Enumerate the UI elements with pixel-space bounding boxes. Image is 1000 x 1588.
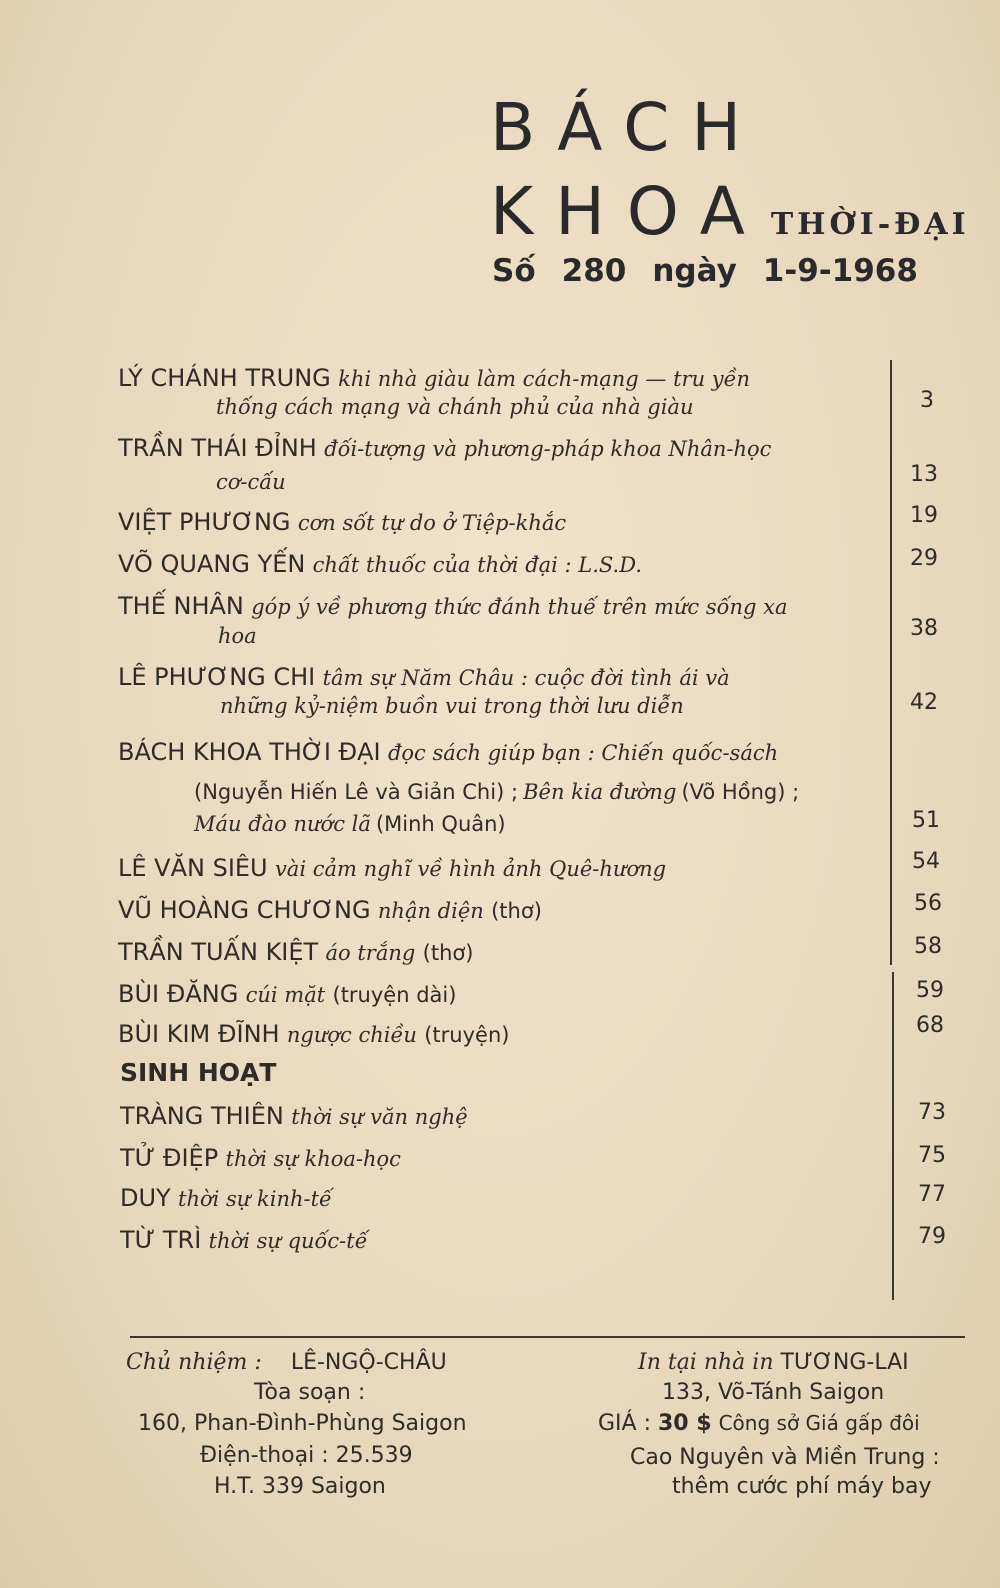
toc-title-continued: thống cách mạng và chánh phủ của nhà giàu	[216, 395, 694, 419]
toc-entry[interactable]	[120, 1100, 468, 1134]
airmail-note-line1: Cao Nguyên và Miền Trung :	[630, 1445, 940, 1470]
toc-entry[interactable]	[118, 506, 566, 540]
toc-author: LÊ PHƯƠNG CHI	[118, 663, 316, 691]
office-phone: Điện-thoại : 25.539	[200, 1443, 413, 1468]
toc-page-number: 75	[918, 1143, 946, 1168]
toc-title: thời sự khoa-học	[225, 1147, 401, 1171]
toc-title: Máu đào nước lã	[194, 812, 371, 836]
toc-page-number: 58	[914, 934, 942, 959]
toc-entry[interactable]	[118, 852, 666, 886]
toc-entry[interactable]	[118, 936, 473, 970]
toc-page-number: 77	[918, 1182, 946, 1207]
printer-address: 133, Võ-Tánh Saigon	[662, 1380, 885, 1405]
toc-author: TRẦN TUẤN KIỆT	[118, 938, 319, 966]
toc-entry[interactable]	[118, 590, 787, 624]
toc-title: góp ý về phương thức đánh thuế trên mức sống xa	[251, 595, 788, 619]
issue-label: Số	[492, 253, 536, 289]
toc-divider-line-lower	[892, 972, 894, 1300]
toc-page-number: 19	[910, 503, 938, 528]
toc-title: cơn sốt tự do ở Tiệp-khắc	[297, 511, 567, 535]
toc-note: (truyện)	[424, 1023, 510, 1047]
toc-title: áo trắng	[325, 941, 416, 965]
masthead-subtitle: THỜI-ĐẠI	[770, 207, 970, 242]
toc-author: TỬ ĐIỆP	[120, 1144, 219, 1172]
toc-note: (thơ)	[491, 899, 542, 923]
toc-title: thời sự kinh-tế	[178, 1187, 332, 1211]
toc-title: khi nhà giàu làm cách-mạng — tru yền	[338, 367, 751, 391]
office-label: Tòa soạn :	[254, 1380, 366, 1405]
price-label: GIÁ :	[598, 1411, 651, 1436]
toc-page-number: 13	[910, 462, 938, 487]
toc-entry[interactable]	[118, 894, 542, 928]
toc-author: LÊ VĂN SIÊU	[118, 854, 268, 882]
toc-entry[interactable]	[118, 661, 730, 695]
editor-label: Chủ nhiệm :	[126, 1350, 262, 1375]
toc-author: TRẦN THÁI ĐỈNH	[118, 434, 317, 462]
airmail-note-line2: thêm cước phí máy bay	[672, 1474, 932, 1499]
toc-note: (Minh Quân)	[375, 812, 506, 836]
toc-title: đọc sách giúp bạn : Chiến quốc-sách	[387, 741, 779, 765]
toc-page-number: 79	[918, 1224, 946, 1249]
toc-author: LÝ CHÁNH TRUNG	[118, 364, 331, 392]
toc-note: (Võ Hồng) ;	[681, 780, 800, 804]
toc-author: BÙI ĐĂNG	[118, 980, 239, 1008]
printer-name: TƯƠNG-LAI	[780, 1350, 909, 1375]
toc-title: cúi mặt	[245, 983, 326, 1007]
toc-entry[interactable]	[120, 1142, 401, 1176]
price-note: Công sở Giá gấp đôi	[718, 1411, 920, 1435]
po-box: H.T. 339 Saigon	[214, 1474, 386, 1499]
toc-author: TRÀNG THIÊN	[120, 1102, 284, 1130]
issue-date: 1-9-1968	[762, 253, 918, 289]
toc-entry[interactable]	[118, 978, 456, 1012]
toc-page-number: 38	[910, 616, 938, 641]
toc-page-number: 3	[920, 388, 934, 413]
toc-divider-line	[890, 360, 892, 965]
masthead-title-line1: BÁCH	[490, 89, 763, 166]
toc-author: BÁCH KHOA THỜI ĐẠI	[118, 738, 381, 766]
toc-title: đối-tượng và phương-pháp khoa Nhân-học	[324, 437, 772, 461]
toc-note: (truyện dài)	[332, 983, 457, 1007]
toc-author: VÕ QUANG YẾN	[118, 550, 306, 578]
toc-entry[interactable]	[120, 1224, 368, 1258]
toc-entry[interactable]	[118, 736, 778, 770]
toc-title: thời sự văn nghệ	[291, 1105, 468, 1129]
date-label: ngày	[652, 253, 737, 289]
toc-author: VŨ HOÀNG CHƯƠNG	[118, 896, 371, 924]
toc-title-continued	[194, 780, 799, 804]
toc-page-number: 29	[910, 546, 938, 571]
toc-entry[interactable]	[118, 432, 771, 466]
toc-author: DUY	[120, 1184, 171, 1212]
toc-page-number: 56	[914, 891, 942, 916]
toc-page-number: 73	[918, 1100, 946, 1125]
toc-author: THẾ NHÂN	[118, 592, 244, 620]
toc-title-continued	[194, 812, 506, 836]
toc-title: ngược chiều	[286, 1023, 417, 1047]
toc-note: (thơ)	[422, 941, 474, 965]
toc-page-number: 59	[916, 978, 944, 1003]
masthead-khoa: KHOA	[490, 173, 767, 250]
editor-line	[126, 1350, 447, 1375]
printer-line	[638, 1350, 909, 1375]
price-value: 30 $	[658, 1411, 712, 1436]
toc-page-number: 68	[916, 1013, 944, 1038]
issue-number: 280	[561, 253, 627, 289]
toc-title: tâm sự Năm Châu : cuộc đời tình ái và	[322, 666, 730, 690]
toc-title: chất thuốc của thời đại : L.S.D.	[312, 553, 642, 577]
office-address: 160, Phan-Đình-Phùng Saigon	[138, 1411, 467, 1436]
footer-divider	[130, 1336, 965, 1338]
section-heading: SINH HOẠT	[120, 1058, 277, 1087]
toc-author: BÙI KIM ĐĨNH	[118, 1020, 280, 1048]
printer-label: In tại nhà in	[638, 1350, 774, 1375]
toc-entry[interactable]	[118, 1018, 509, 1052]
toc-title-continued: hoa	[218, 624, 257, 648]
toc-title: nhận diện	[377, 899, 484, 923]
toc-page-number: 42	[910, 690, 938, 715]
toc-title: vài cảm nghĩ về hình ảnh Quê-hương	[274, 857, 667, 881]
toc-title-continued: cơ-cấu	[216, 470, 286, 494]
toc-entry[interactable]	[120, 1182, 332, 1216]
toc-author: TỪ TRÌ	[120, 1226, 202, 1254]
price-line	[598, 1411, 920, 1436]
editor-name: LÊ-NGỘ-CHÂU	[290, 1350, 447, 1375]
toc-page-number: 51	[912, 808, 940, 833]
toc-author: VIỆT PHƯƠNG	[118, 508, 291, 536]
toc-page-number: 54	[912, 849, 940, 874]
toc-title: thời sự quốc-tế	[208, 1229, 368, 1253]
toc-entry[interactable]	[118, 548, 642, 582]
toc-title-continued: những kỷ-niệm buồn vui trong thời lưu diễn	[220, 694, 684, 718]
toc-entry[interactable]	[118, 362, 750, 396]
toc-note: (Nguyễn Hiến Lê và Giản Chi) ;	[194, 780, 519, 804]
toc-title: Bên kia đường	[523, 780, 677, 804]
